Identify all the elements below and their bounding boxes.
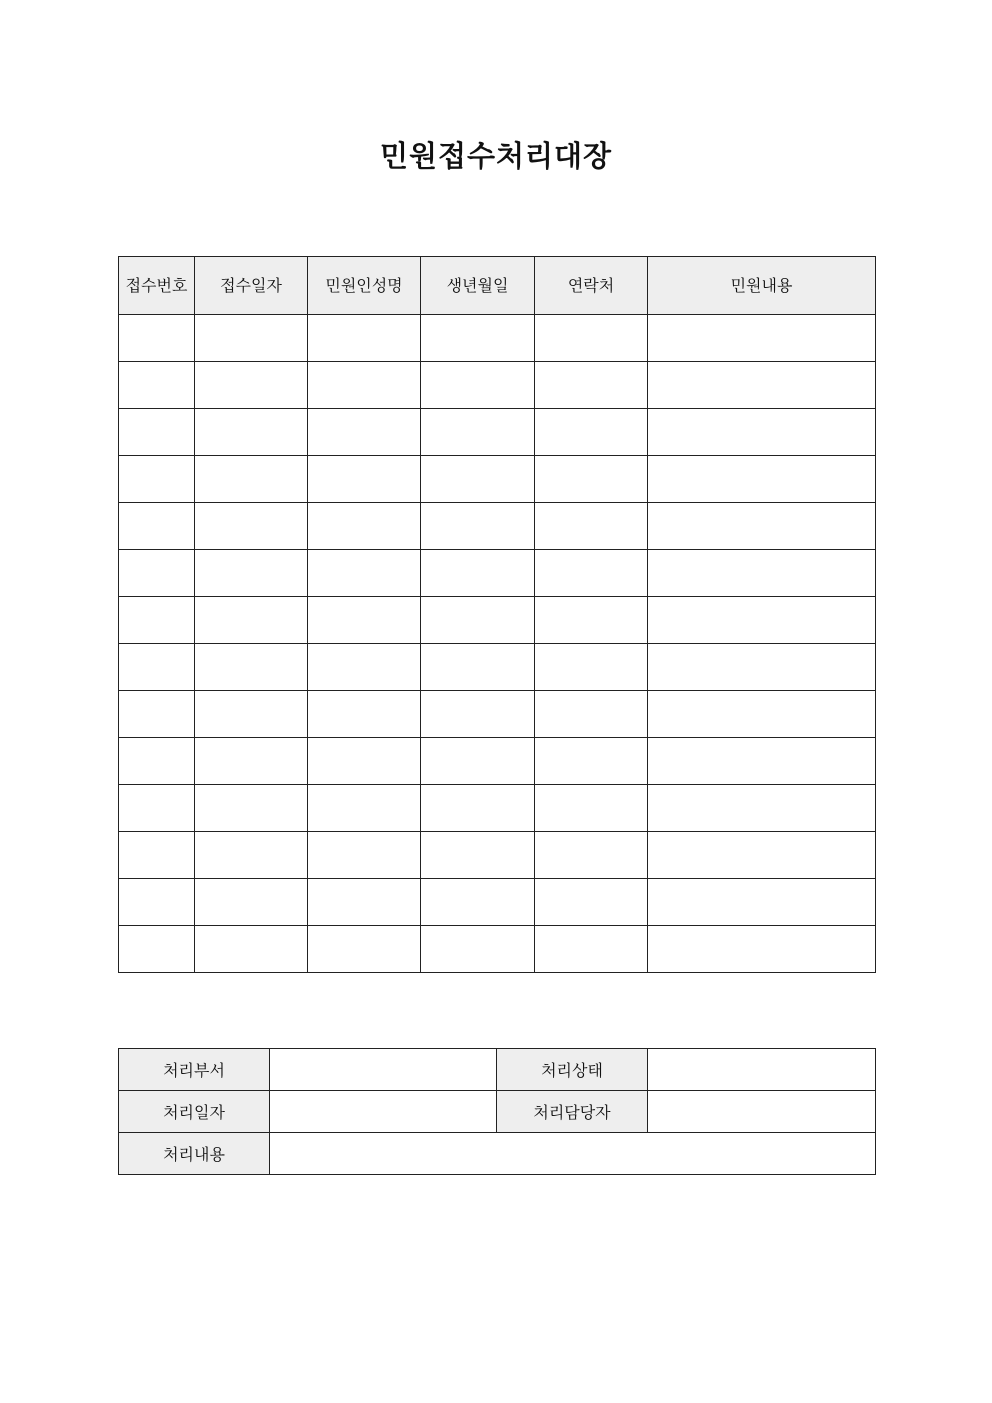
table-cell[interactable] bbox=[648, 362, 876, 409]
table-cell[interactable] bbox=[648, 456, 876, 503]
table-cell[interactable] bbox=[421, 315, 535, 362]
table-cell[interactable] bbox=[308, 409, 421, 456]
table-cell[interactable] bbox=[195, 644, 308, 691]
table-cell[interactable] bbox=[648, 409, 876, 456]
table-cell[interactable] bbox=[119, 409, 195, 456]
table-cell[interactable] bbox=[195, 456, 308, 503]
complaint-register-table bbox=[118, 256, 876, 973]
table-cell[interactable] bbox=[648, 879, 876, 926]
table-cell[interactable] bbox=[535, 879, 648, 926]
table-cell[interactable] bbox=[535, 926, 648, 973]
table-cell[interactable] bbox=[195, 926, 308, 973]
processing-date-label: 처리일자 bbox=[119, 1091, 270, 1133]
register-header-row bbox=[119, 257, 876, 315]
table-cell[interactable] bbox=[421, 738, 535, 785]
table-cell[interactable] bbox=[195, 409, 308, 456]
table-cell[interactable] bbox=[308, 644, 421, 691]
table-cell[interactable] bbox=[119, 691, 195, 738]
col-receipt-date: 접수일자 bbox=[195, 257, 308, 315]
processing-manager-label: 처리담당자 bbox=[497, 1091, 648, 1133]
table-cell[interactable] bbox=[535, 691, 648, 738]
table-cell[interactable] bbox=[535, 785, 648, 832]
table-cell[interactable] bbox=[648, 550, 876, 597]
table-row bbox=[119, 691, 876, 738]
table-cell[interactable] bbox=[648, 691, 876, 738]
table-cell[interactable] bbox=[535, 597, 648, 644]
table-cell[interactable] bbox=[195, 362, 308, 409]
table-row bbox=[119, 644, 876, 691]
table-cell[interactable] bbox=[535, 503, 648, 550]
table-cell[interactable] bbox=[195, 550, 308, 597]
table-cell[interactable] bbox=[648, 926, 876, 973]
table-row bbox=[119, 785, 876, 832]
table-cell[interactable] bbox=[421, 503, 535, 550]
table-cell[interactable] bbox=[195, 315, 308, 362]
table-row bbox=[119, 738, 876, 785]
table-row bbox=[119, 456, 876, 503]
table-cell[interactable] bbox=[119, 879, 195, 926]
table-cell[interactable] bbox=[535, 315, 648, 362]
processing-dept-field[interactable] bbox=[270, 1049, 497, 1091]
table-cell[interactable] bbox=[648, 785, 876, 832]
table-cell[interactable] bbox=[195, 832, 308, 879]
table-cell[interactable] bbox=[308, 315, 421, 362]
processing-content-field[interactable] bbox=[270, 1133, 876, 1175]
processing-table bbox=[118, 1048, 876, 1175]
table-row bbox=[119, 832, 876, 879]
processing-content-label: 처리내용 bbox=[119, 1133, 270, 1175]
table-cell[interactable] bbox=[535, 550, 648, 597]
table-cell[interactable] bbox=[535, 832, 648, 879]
table-cell[interactable] bbox=[535, 362, 648, 409]
table-cell[interactable] bbox=[119, 832, 195, 879]
table-row bbox=[119, 597, 876, 644]
processing-row bbox=[119, 1049, 876, 1091]
table-cell[interactable] bbox=[195, 597, 308, 644]
table-cell[interactable] bbox=[119, 738, 195, 785]
table-cell[interactable] bbox=[421, 456, 535, 503]
table-cell[interactable] bbox=[308, 879, 421, 926]
table-cell[interactable] bbox=[119, 644, 195, 691]
processing-row bbox=[119, 1091, 876, 1133]
table-cell[interactable] bbox=[195, 879, 308, 926]
table-cell[interactable] bbox=[308, 362, 421, 409]
table-cell[interactable] bbox=[308, 832, 421, 879]
table-cell[interactable] bbox=[421, 926, 535, 973]
table-row bbox=[119, 315, 876, 362]
col-complaint-content: 민원내용 bbox=[648, 257, 876, 315]
processing-status-field[interactable] bbox=[648, 1049, 876, 1091]
table-cell[interactable] bbox=[119, 926, 195, 973]
table-cell[interactable] bbox=[648, 597, 876, 644]
table-cell[interactable] bbox=[119, 315, 195, 362]
table-cell[interactable] bbox=[308, 691, 421, 738]
table-cell[interactable] bbox=[421, 550, 535, 597]
table-cell[interactable] bbox=[648, 832, 876, 879]
col-contact: 연락처 bbox=[535, 257, 648, 315]
table-cell[interactable] bbox=[535, 644, 648, 691]
table-cell[interactable] bbox=[308, 550, 421, 597]
table-cell[interactable] bbox=[308, 926, 421, 973]
table-cell[interactable] bbox=[421, 785, 535, 832]
document-title: 민원접수처리대장 bbox=[379, 139, 613, 173]
table-cell[interactable] bbox=[421, 879, 535, 926]
table-cell[interactable] bbox=[119, 785, 195, 832]
table-cell[interactable] bbox=[421, 832, 535, 879]
col-complainant-name: 민원인성명 bbox=[308, 257, 421, 315]
table-cell[interactable] bbox=[195, 738, 308, 785]
table-cell[interactable] bbox=[308, 738, 421, 785]
table-cell[interactable] bbox=[648, 644, 876, 691]
table-cell[interactable] bbox=[195, 691, 308, 738]
table-cell[interactable] bbox=[195, 503, 308, 550]
table-row bbox=[119, 926, 876, 973]
table-cell[interactable] bbox=[535, 456, 648, 503]
table-row bbox=[119, 550, 876, 597]
table-cell[interactable] bbox=[648, 503, 876, 550]
table-cell[interactable] bbox=[119, 597, 195, 644]
col-receipt-number: 접수번호 bbox=[119, 257, 195, 315]
table-cell[interactable] bbox=[308, 503, 421, 550]
table-cell[interactable] bbox=[119, 362, 195, 409]
table-cell[interactable] bbox=[308, 785, 421, 832]
table-cell[interactable] bbox=[308, 597, 421, 644]
processing-manager-field[interactable] bbox=[648, 1091, 876, 1133]
table-cell[interactable] bbox=[308, 456, 421, 503]
processing-status-label: 처리상태 bbox=[497, 1049, 648, 1091]
processing-dept-label: 처리부서 bbox=[119, 1049, 270, 1091]
table-cell[interactable] bbox=[648, 738, 876, 785]
table-cell[interactable] bbox=[119, 503, 195, 550]
table-cell[interactable] bbox=[421, 409, 535, 456]
table-cell[interactable] bbox=[421, 691, 535, 738]
table-cell[interactable] bbox=[421, 597, 535, 644]
table-cell[interactable] bbox=[421, 362, 535, 409]
processing-date-field[interactable] bbox=[270, 1091, 497, 1133]
table-row bbox=[119, 362, 876, 409]
processing-row bbox=[119, 1133, 876, 1175]
table-cell[interactable] bbox=[648, 315, 876, 362]
table-row bbox=[119, 879, 876, 926]
col-birth-date: 생년월일 bbox=[421, 257, 535, 315]
table-cell[interactable] bbox=[535, 409, 648, 456]
table-cell[interactable] bbox=[119, 456, 195, 503]
table-cell[interactable] bbox=[421, 644, 535, 691]
table-cell[interactable] bbox=[535, 738, 648, 785]
table-cell[interactable] bbox=[119, 550, 195, 597]
table-row bbox=[119, 503, 876, 550]
table-cell[interactable] bbox=[195, 785, 308, 832]
table-row bbox=[119, 409, 876, 456]
